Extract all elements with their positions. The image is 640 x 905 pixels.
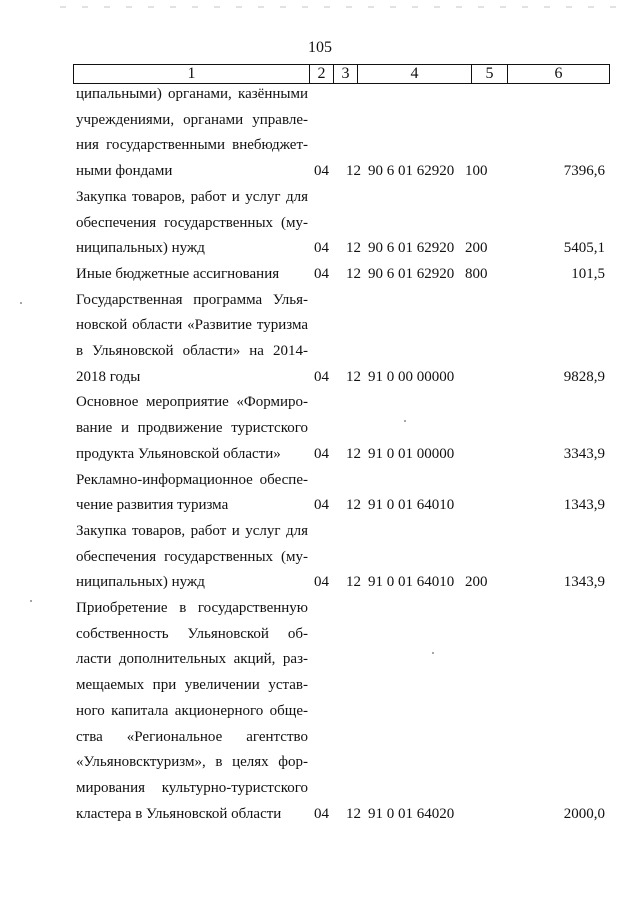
row-section-code: 04 — [314, 265, 329, 282]
row-name-line: ниципальных) нужд — [76, 574, 205, 591]
row-name-line: ципальными) органами, казёнными — [76, 86, 308, 102]
row-name-line: обеспечения государственных (му- — [76, 214, 308, 231]
row-amount: 2000,0 — [563, 805, 605, 822]
column-header-table — [73, 64, 610, 84]
row-subsection-code: 12 — [346, 240, 361, 257]
row-name-line: Приобретение в государственную — [76, 600, 308, 617]
row-name-line: ства «Региональное агентство — [76, 728, 308, 745]
row-amount: 3343,9 — [563, 445, 605, 462]
table-row — [76, 596, 616, 827]
row-section-code: 04 — [314, 497, 329, 514]
row-amount: 7396,6 — [563, 163, 605, 180]
column-header-name: 1 — [74, 65, 310, 84]
row-name-line: кластера в Ульяновской области — [76, 805, 282, 822]
table-row — [76, 468, 616, 519]
table-row — [76, 519, 616, 596]
row-name-line: 2018 годы — [76, 368, 141, 385]
row-codes — [76, 236, 616, 262]
column-header-sum: 6 — [508, 65, 610, 84]
row-codes — [76, 159, 616, 185]
row-name-line: чение развития туризма — [76, 497, 229, 514]
row-section-code: 04 — [314, 163, 329, 180]
row-codes — [76, 365, 616, 391]
column-header-rz: 2 — [310, 65, 334, 84]
page-number: 105 — [308, 39, 332, 56]
row-codes — [76, 442, 616, 468]
row-amount: 1343,9 — [563, 574, 605, 591]
scan-speck — [20, 302, 22, 304]
column-header-csr: 4 — [358, 65, 472, 84]
row-name-line: Основное мероприятие «Формиро- — [76, 394, 308, 411]
row-target-article-code: 91 0 01 00000 — [368, 445, 455, 462]
row-name-line: ласти дополнительных акций, раз- — [76, 651, 308, 668]
column-header-row — [74, 65, 610, 84]
table-row — [76, 262, 616, 288]
column-header-pr: 3 — [334, 65, 358, 84]
table-row — [76, 185, 616, 262]
row-codes — [76, 262, 616, 288]
row-name-line: ными фондами — [76, 163, 173, 180]
row-codes — [76, 493, 616, 519]
table-row — [76, 82, 616, 185]
row-name-line: Закупка товаров, работ и услуг для — [76, 522, 308, 539]
row-name-line: продукта Ульяновской области» — [76, 445, 281, 462]
row-name-line: вание и продвижение туристского — [76, 420, 308, 437]
row-subsection-code: 12 — [346, 497, 361, 514]
budget-rows — [76, 82, 616, 827]
row-target-article-code: 91 0 01 64010 — [368, 497, 455, 514]
row-section-code: 04 — [314, 574, 329, 591]
row-amount: 101,5 — [571, 265, 605, 282]
row-target-article-code: 90 6 01 62920 — [368, 265, 455, 282]
table-row — [76, 390, 616, 467]
table-row — [76, 288, 616, 391]
scan-speck — [432, 652, 434, 654]
row-codes — [76, 570, 616, 596]
scan-speck — [404, 420, 406, 422]
row-expense-type-code: 200 — [465, 574, 488, 591]
row-name-line: «Ульяновсктуризм», в целях фор- — [76, 754, 308, 771]
scan-speck — [30, 600, 32, 602]
row-amount: 9828,9 — [563, 368, 605, 385]
row-name-line: обеспечения государственных (му- — [76, 548, 308, 565]
row-name-line: Закупка товаров, работ и услуг для — [76, 188, 308, 205]
row-target-article-code: 90 6 01 62920 — [368, 163, 455, 180]
row-name-line: мирования культурно-туристского — [76, 779, 308, 796]
row-expense-type-code: 100 — [465, 163, 488, 180]
row-target-article-code: 91 0 01 64010 — [368, 574, 455, 591]
row-section-code: 04 — [314, 445, 329, 462]
row-target-article-code: 91 0 00 00000 — [368, 368, 455, 385]
row-expense-type-code: 200 — [465, 240, 488, 257]
row-name-line: ного капитала акционерного обще- — [76, 702, 308, 719]
column-header-vr: 5 — [472, 65, 508, 84]
row-name-line: Иные бюджетные ассигнования — [76, 265, 280, 282]
row-section-code: 04 — [314, 368, 329, 385]
row-name-line: собственность Ульяновской об- — [76, 625, 308, 642]
row-name-line: в Ульяновской области» на 2014- — [76, 343, 308, 360]
row-subsection-code: 12 — [346, 574, 361, 591]
row-codes — [76, 802, 616, 828]
row-expense-type-code: 800 — [465, 265, 488, 282]
row-subsection-code: 12 — [346, 163, 361, 180]
row-name-line: Рекламно-информационное обеспе- — [76, 471, 308, 488]
row-section-code: 04 — [314, 805, 329, 822]
row-name-line: новской области «Развитие туризма — [76, 317, 308, 334]
row-name — [76, 596, 308, 827]
row-amount: 1343,9 — [563, 497, 605, 514]
row-name-line: мещаемых при увеличении устав- — [76, 677, 308, 694]
scan-artifact — [60, 6, 620, 8]
row-name-line: учреждениями, органами управле- — [76, 111, 308, 128]
row-section-code: 04 — [314, 240, 329, 257]
row-subsection-code: 12 — [346, 805, 361, 822]
row-target-article-code: 90 6 01 62920 — [368, 240, 455, 257]
row-subsection-code: 12 — [346, 445, 361, 462]
row-subsection-code: 12 — [346, 368, 361, 385]
row-name-line: ния государственными внебюджет- — [76, 137, 308, 154]
row-amount: 5405,1 — [563, 240, 605, 257]
row-name-line: ниципальных) нужд — [76, 240, 205, 257]
row-name-line: Государственная программа Улья- — [76, 291, 308, 308]
row-target-article-code: 91 0 01 64020 — [368, 805, 455, 822]
row-subsection-code: 12 — [346, 265, 361, 282]
